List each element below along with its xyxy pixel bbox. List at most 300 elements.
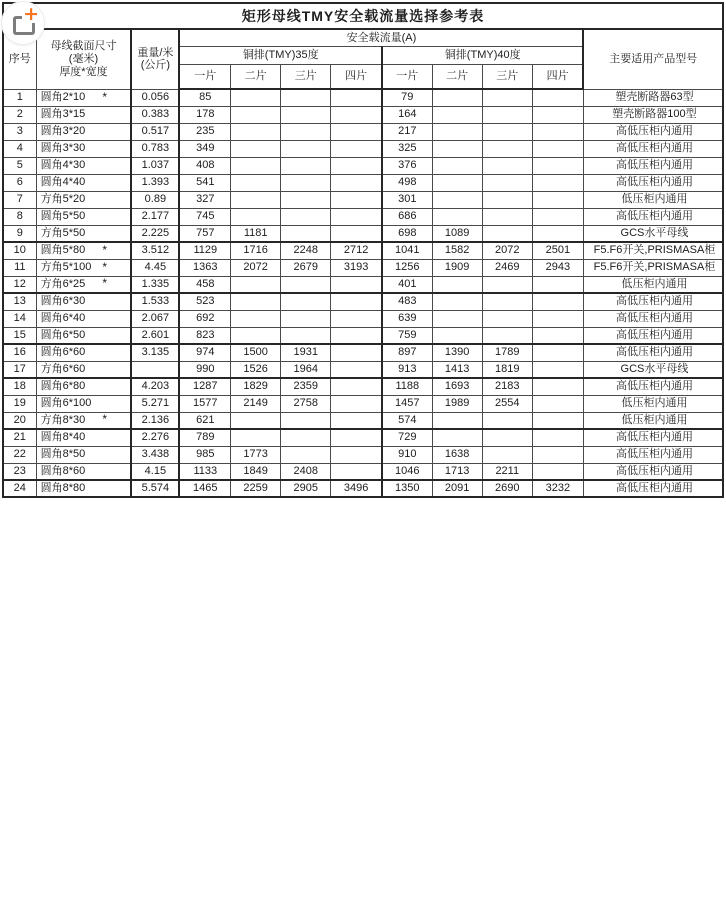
cell-40-piece2 — [432, 293, 482, 310]
cell-35-piece1: 1129 — [179, 242, 230, 259]
cell-40-piece3: 2690 — [482, 480, 532, 497]
cell-35-piece2: 2149 — [231, 395, 281, 412]
cell-40-piece3 — [482, 446, 532, 463]
cell-weight: 0.383 — [131, 106, 179, 123]
cell-35-piece1: 1287 — [179, 378, 230, 395]
table-row — [3, 480, 723, 497]
cell-row-number: 2 — [3, 106, 36, 123]
table-row — [3, 429, 723, 446]
cell-35-piece3 — [281, 446, 331, 463]
cell-35-piece4 — [331, 395, 382, 412]
header-40-piece2: 二片 — [432, 65, 482, 90]
cell-weight: 3.135 — [131, 344, 179, 361]
cell-40-piece2 — [432, 412, 482, 429]
table-row — [3, 140, 723, 157]
cell-40-piece2 — [432, 191, 482, 208]
cell-40-piece2: 1693 — [432, 378, 482, 395]
table-row — [3, 191, 723, 208]
cell-35-piece2 — [231, 327, 281, 344]
cell-40-piece3 — [482, 106, 532, 123]
cell-40-piece3 — [482, 140, 532, 157]
cell-35-piece1: 692 — [179, 310, 230, 327]
cell-40-piece1: 301 — [382, 191, 432, 208]
cell-40-piece1: 1041 — [382, 242, 432, 259]
cell-size — [36, 106, 131, 123]
size-text: 圆角8*80 — [40, 482, 86, 495]
table-row — [3, 242, 723, 259]
cell-40-piece3 — [482, 191, 532, 208]
cell-40-piece3 — [482, 276, 532, 293]
cell-size — [36, 208, 131, 225]
cell-35-piece3 — [281, 208, 331, 225]
cell-35-piece3: 2905 — [281, 480, 331, 497]
cell-row-number: 20 — [3, 412, 36, 429]
cell-35-piece3: 1964 — [281, 361, 331, 378]
cell-size — [36, 412, 131, 429]
cell-35-piece4 — [331, 106, 382, 123]
table-row — [3, 395, 723, 412]
cell-35-piece4 — [331, 344, 382, 361]
cell-size — [36, 140, 131, 157]
cell-product: 高低压柜内通用 — [583, 344, 723, 361]
cell-35-piece2 — [231, 191, 281, 208]
header-35-piece2: 二片 — [231, 65, 281, 90]
cell-40-piece3 — [482, 89, 532, 106]
cell-weight: 3.438 — [131, 446, 179, 463]
cell-product: 塑壳断路器100型 — [583, 106, 723, 123]
cell-40-piece4 — [532, 174, 583, 191]
table-row — [3, 225, 723, 242]
cell-product: GCS水平母线 — [583, 225, 723, 242]
size-text: 圆角5*50 — [40, 210, 86, 223]
table-row — [3, 157, 723, 174]
cell-35-piece4: 3193 — [331, 259, 382, 276]
cell-product: GCS水平母线 — [583, 361, 723, 378]
cell-35-piece1: 1465 — [179, 480, 230, 497]
cell-40-piece1: 401 — [382, 276, 432, 293]
size-text: 圆角6*30 — [40, 295, 86, 308]
cell-35-piece1: 1133 — [179, 463, 230, 480]
cell-40-piece1: 910 — [382, 446, 432, 463]
cell-size — [36, 276, 131, 293]
size-text: 圆角5*80 — [40, 244, 86, 257]
cell-35-piece4 — [331, 310, 382, 327]
table-row — [3, 378, 723, 395]
cell-40-piece4 — [532, 225, 583, 242]
size-text: 圆角3*15 — [40, 108, 86, 121]
star-mark: * — [102, 89, 107, 104]
cell-35-piece2 — [231, 89, 281, 106]
header-size-l2: (毫米) — [68, 52, 99, 65]
cell-35-piece4 — [331, 191, 382, 208]
header-size-l3: 厚度*宽度 — [59, 65, 108, 78]
cell-product: 高低压柜内通用 — [583, 327, 723, 344]
cell-40-piece4 — [532, 361, 583, 378]
table-row — [3, 259, 723, 276]
cell-35-piece1: 621 — [179, 412, 230, 429]
cell-35-piece1: 458 — [179, 276, 230, 293]
table-title-row — [3, 3, 723, 29]
cell-40-piece1: 1350 — [382, 480, 432, 497]
cell-35-piece4 — [331, 463, 382, 480]
cell-row-number: 21 — [3, 429, 36, 446]
cell-size — [36, 378, 131, 395]
size-text: 圆角6*80 — [40, 380, 86, 393]
cell-row-number: 23 — [3, 463, 36, 480]
star-mark: * — [102, 259, 107, 274]
cell-product: F5.F6开关,PRISMASA柜 — [583, 242, 723, 259]
header-35-piece1: 一片 — [179, 65, 230, 90]
cell-35-piece4 — [331, 327, 382, 344]
cell-row-number: 4 — [3, 140, 36, 157]
cell-40-piece4: 2501 — [532, 242, 583, 259]
size-text: 方角5*50 — [40, 226, 86, 239]
cell-35-piece2 — [231, 174, 281, 191]
cell-35-piece1: 1363 — [179, 259, 230, 276]
cell-40-piece3: 1819 — [482, 361, 532, 378]
cell-35-piece3 — [281, 276, 331, 293]
cell-35-piece2 — [231, 276, 281, 293]
size-text: 方角5*20 — [40, 193, 86, 206]
cell-40-piece1: 498 — [382, 174, 432, 191]
size-text: 圆角8*40 — [40, 431, 86, 444]
star-mark: * — [102, 276, 107, 291]
cell-35-piece2 — [231, 106, 281, 123]
cell-35-piece4 — [331, 276, 382, 293]
cell-size — [36, 225, 131, 242]
star-mark: * — [102, 242, 107, 257]
cell-40-piece2 — [432, 310, 482, 327]
cell-40-piece2 — [432, 123, 482, 140]
cell-35-piece3 — [281, 429, 331, 446]
cell-40-piece1: 913 — [382, 361, 432, 378]
cell-product: 高低压柜内通用 — [583, 310, 723, 327]
cell-weight: 2.177 — [131, 208, 179, 225]
cell-35-piece3: 1931 — [281, 344, 331, 361]
cell-35-piece2: 1500 — [231, 344, 281, 361]
cell-35-piece3 — [281, 225, 331, 242]
cell-40-piece2 — [432, 174, 482, 191]
cell-35-piece4 — [331, 140, 382, 157]
cell-35-piece2: 1181 — [231, 225, 281, 242]
header-weight — [131, 29, 179, 89]
size-text: 圆角3*20 — [40, 125, 86, 138]
cell-40-piece1: 376 — [382, 157, 432, 174]
cell-40-piece3 — [482, 225, 532, 242]
cell-size — [36, 395, 131, 412]
table-row — [3, 123, 723, 140]
cell-40-piece2: 1390 — [432, 344, 482, 361]
cell-40-piece1: 759 — [382, 327, 432, 344]
table-row — [3, 89, 723, 106]
cell-row-number: 13 — [3, 293, 36, 310]
cell-35-piece1: 327 — [179, 191, 230, 208]
cell-row-number: 17 — [3, 361, 36, 378]
cell-40-piece1: 164 — [382, 106, 432, 123]
cell-row-number: 3 — [3, 123, 36, 140]
header-product: 主要适用产品型号 — [583, 29, 723, 89]
cell-product: 高低压柜内通用 — [583, 140, 723, 157]
cell-35-piece3: 2359 — [281, 378, 331, 395]
cell-35-piece3 — [281, 140, 331, 157]
cell-weight: 5.574 — [131, 480, 179, 497]
cell-40-piece3: 2183 — [482, 378, 532, 395]
cell-35-piece3 — [281, 310, 331, 327]
cell-35-piece2 — [231, 429, 281, 446]
page-title: 矩形母线TMY安全载流量选择参考表 — [3, 3, 723, 29]
cell-weight: 2.601 — [131, 327, 179, 344]
cell-40-piece4 — [532, 446, 583, 463]
cell-35-piece2: 2259 — [231, 480, 281, 497]
table-row — [3, 276, 723, 293]
cell-weight: 4.203 — [131, 378, 179, 395]
cell-weight: 3.512 — [131, 242, 179, 259]
header-weight-l2: (公斤) — [140, 59, 171, 72]
cell-40-piece1: 79 — [382, 89, 432, 106]
cell-35-piece1: 974 — [179, 344, 230, 361]
cell-weight: 4.15 — [131, 463, 179, 480]
cell-weight: 1.037 — [131, 157, 179, 174]
cell-35-piece1: 235 — [179, 123, 230, 140]
cell-size — [36, 480, 131, 497]
cell-40-piece2 — [432, 140, 482, 157]
header-temp40: 铜排(TMY)40度 — [382, 47, 584, 65]
cell-weight: 5.271 — [131, 395, 179, 412]
cell-35-piece4 — [331, 225, 382, 242]
cell-40-piece4: 3232 — [532, 480, 583, 497]
cell-40-piece2: 1413 — [432, 361, 482, 378]
cell-40-piece4 — [532, 140, 583, 157]
size-text: 方角8*30 — [40, 413, 86, 426]
cell-size — [36, 174, 131, 191]
cell-40-piece1: 574 — [382, 412, 432, 429]
size-text: 方角6*25 — [40, 277, 86, 290]
cell-35-piece4 — [331, 412, 382, 429]
cell-35-piece3 — [281, 191, 331, 208]
cell-40-piece2: 2091 — [432, 480, 482, 497]
cell-40-piece2: 1089 — [432, 225, 482, 242]
cell-35-piece3: 2248 — [281, 242, 331, 259]
size-text: 圆角6*40 — [40, 312, 86, 325]
cell-size — [36, 429, 131, 446]
cell-35-piece4 — [331, 174, 382, 191]
cell-40-piece2: 1713 — [432, 463, 482, 480]
cell-weight — [131, 361, 179, 378]
header-size-l1: 母线截面尺寸 — [50, 40, 117, 53]
table-row — [3, 463, 723, 480]
cell-row-number: 12 — [3, 276, 36, 293]
table-row — [3, 174, 723, 191]
cell-row-number: 11 — [3, 259, 36, 276]
header-size — [36, 29, 131, 89]
cell-size — [36, 157, 131, 174]
cell-product: 低压柜内通用 — [583, 395, 723, 412]
cell-35-piece4 — [331, 378, 382, 395]
cell-row-number: 15 — [3, 327, 36, 344]
cell-35-piece1: 823 — [179, 327, 230, 344]
cell-product: 低压柜内通用 — [583, 191, 723, 208]
cell-row-number: 5 — [3, 157, 36, 174]
header-no: 序号 — [3, 29, 36, 89]
cell-40-piece4 — [532, 123, 583, 140]
cell-product: 塑壳断路器63型 — [583, 89, 723, 106]
cell-product: 高低压柜内通用 — [583, 208, 723, 225]
cell-40-piece4 — [532, 378, 583, 395]
cell-size — [36, 191, 131, 208]
cell-product: 高低压柜内通用 — [583, 446, 723, 463]
header-capacity: 安全载流量(A) — [179, 29, 583, 47]
screenshot-add-icon[interactable] — [2, 2, 44, 44]
cell-40-piece3 — [482, 123, 532, 140]
cell-35-piece2: 2072 — [231, 259, 281, 276]
cell-row-number: 8 — [3, 208, 36, 225]
cell-row-number: 6 — [3, 174, 36, 191]
cell-35-piece1: 85 — [179, 89, 230, 106]
size-text: 方角5*100 — [40, 261, 92, 274]
cell-product: 高低压柜内通用 — [583, 480, 723, 497]
cell-40-piece1: 1188 — [382, 378, 432, 395]
size-text: 圆角8*50 — [40, 448, 86, 461]
table-row — [3, 412, 723, 429]
cell-size — [36, 344, 131, 361]
table-row — [3, 106, 723, 123]
size-text: 圆角3*30 — [40, 142, 86, 155]
cell-40-piece1: 729 — [382, 429, 432, 446]
cell-weight: 1.533 — [131, 293, 179, 310]
cell-35-piece1: 408 — [179, 157, 230, 174]
cell-size — [36, 89, 131, 106]
cell-product: 高低压柜内通用 — [583, 174, 723, 191]
busbar-capacity-table — [2, 2, 724, 498]
cell-35-piece3 — [281, 89, 331, 106]
cell-35-piece3: 2408 — [281, 463, 331, 480]
cell-35-piece3 — [281, 327, 331, 344]
cell-weight: 2.136 — [131, 412, 179, 429]
cell-size — [36, 123, 131, 140]
cell-35-piece4 — [331, 361, 382, 378]
cell-35-piece4 — [331, 157, 382, 174]
table-row — [3, 361, 723, 378]
cell-40-piece4 — [532, 89, 583, 106]
cell-35-piece4 — [331, 208, 382, 225]
cell-40-piece3 — [482, 157, 532, 174]
cell-40-piece2 — [432, 276, 482, 293]
cell-40-piece1: 639 — [382, 310, 432, 327]
cell-product: 低压柜内通用 — [583, 276, 723, 293]
cell-product: F5.F6开关,PRISMASA柜 — [583, 259, 723, 276]
cell-35-piece2 — [231, 412, 281, 429]
cell-40-piece3 — [482, 293, 532, 310]
header-40-piece3: 三片 — [482, 65, 532, 90]
cell-40-piece1: 1256 — [382, 259, 432, 276]
cell-35-piece2: 1829 — [231, 378, 281, 395]
cell-35-piece3: 2758 — [281, 395, 331, 412]
table-row — [3, 293, 723, 310]
cell-row-number: 19 — [3, 395, 36, 412]
cell-40-piece3 — [482, 174, 532, 191]
header-35-piece3: 三片 — [281, 65, 331, 90]
cell-35-piece1: 757 — [179, 225, 230, 242]
cell-35-piece2: 1849 — [231, 463, 281, 480]
cell-product: 高低压柜内通用 — [583, 123, 723, 140]
cell-weight: 1.393 — [131, 174, 179, 191]
cell-35-piece3: 2679 — [281, 259, 331, 276]
size-text: 圆角6*100 — [40, 397, 92, 410]
cell-35-piece1: 541 — [179, 174, 230, 191]
cell-35-piece3 — [281, 293, 331, 310]
cell-40-piece3 — [482, 412, 532, 429]
cell-weight: 0.056 — [131, 89, 179, 106]
plus-icon: + — [23, 3, 39, 25]
cell-35-piece3 — [281, 106, 331, 123]
cell-40-piece2 — [432, 89, 482, 106]
cell-35-piece2 — [231, 157, 281, 174]
cell-35-piece1: 178 — [179, 106, 230, 123]
cell-weight: 2.225 — [131, 225, 179, 242]
table-body — [3, 89, 723, 497]
cell-weight: 0.517 — [131, 123, 179, 140]
cell-40-piece3 — [482, 429, 532, 446]
cell-35-piece1: 990 — [179, 361, 230, 378]
cell-weight: 0.89 — [131, 191, 179, 208]
cell-35-piece1: 985 — [179, 446, 230, 463]
cell-35-piece2 — [231, 310, 281, 327]
cell-40-piece2 — [432, 429, 482, 446]
cell-row-number: 24 — [3, 480, 36, 497]
cell-35-piece2: 1526 — [231, 361, 281, 378]
cell-size — [36, 327, 131, 344]
cell-35-piece2 — [231, 123, 281, 140]
size-text: 圆角6*60 — [40, 346, 86, 359]
cell-35-piece4: 2712 — [331, 242, 382, 259]
cell-40-piece1: 1457 — [382, 395, 432, 412]
cell-35-piece2: 1716 — [231, 242, 281, 259]
cell-40-piece2: 1638 — [432, 446, 482, 463]
cell-row-number: 22 — [3, 446, 36, 463]
cell-40-piece1: 483 — [382, 293, 432, 310]
cell-weight: 4.45 — [131, 259, 179, 276]
cell-40-piece4 — [532, 157, 583, 174]
cell-35-piece4 — [331, 429, 382, 446]
cell-row-number: 18 — [3, 378, 36, 395]
cell-40-piece1: 1046 — [382, 463, 432, 480]
cell-weight: 1.335 — [131, 276, 179, 293]
cell-size — [36, 446, 131, 463]
star-mark: * — [102, 412, 107, 427]
cell-weight: 2.067 — [131, 310, 179, 327]
cell-40-piece1: 686 — [382, 208, 432, 225]
cell-row-number: 9 — [3, 225, 36, 242]
header-weight-l1: 重量/米 — [137, 46, 174, 59]
cell-row-number: 1 — [3, 89, 36, 106]
cell-40-piece4 — [532, 395, 583, 412]
cell-40-piece3: 2072 — [482, 242, 532, 259]
cell-40-piece4 — [532, 191, 583, 208]
header-35-piece4: 四片 — [331, 65, 382, 90]
cell-40-piece2: 1909 — [432, 259, 482, 276]
cell-product: 高低压柜内通用 — [583, 293, 723, 310]
cell-40-piece1: 217 — [382, 123, 432, 140]
cell-size — [36, 259, 131, 276]
cell-35-piece1: 745 — [179, 208, 230, 225]
size-text: 圆角2*10 — [40, 91, 86, 104]
table-row — [3, 327, 723, 344]
cell-product: 高低压柜内通用 — [583, 463, 723, 480]
cell-40-piece4 — [532, 106, 583, 123]
cell-weight: 2.276 — [131, 429, 179, 446]
cell-40-piece1: 897 — [382, 344, 432, 361]
header-40-piece1: 一片 — [382, 65, 432, 90]
